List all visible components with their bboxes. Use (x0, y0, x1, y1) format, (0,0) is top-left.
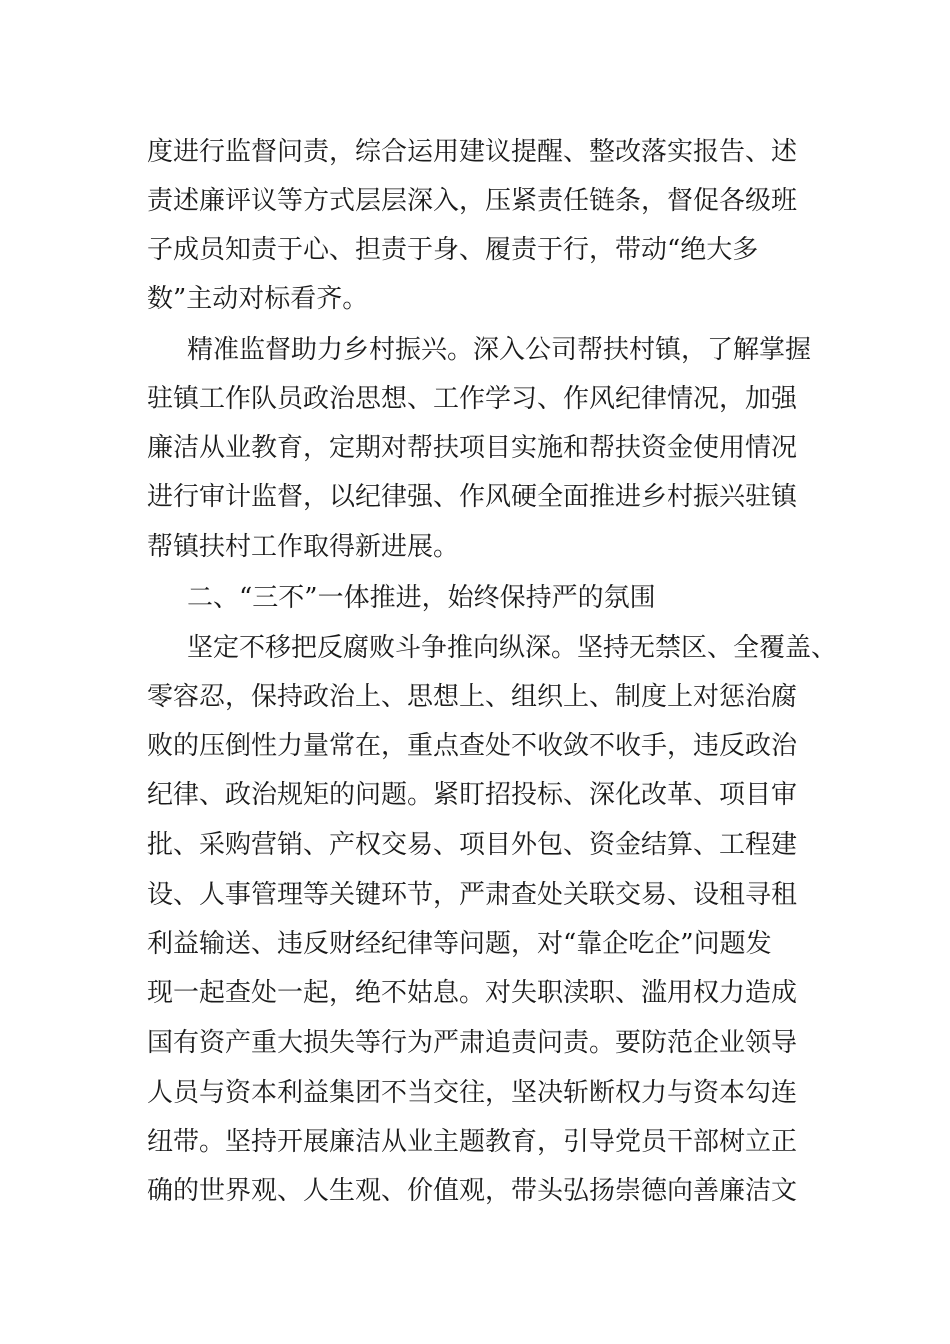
text-line: 纽带。坚持开展廉洁从业主题教育，引导党员干部树立正 (147, 1127, 798, 1157)
text-line: 批、采购营销、产权交易、项目外包、资金结算、工程建 (147, 830, 798, 860)
text-line: 数”主动对标看齐。 (147, 284, 369, 314)
text-line: 纪律、政治规矩的问题。紧盯招投标、深化改革、项目审 (147, 780, 798, 810)
text-line: 度进行监督问责，综合运用建议提醒、整改落实报告、述 (147, 137, 798, 167)
text-line: 进行审计监督，以纪律强、作风硬全面推进乡村振兴驻镇 (147, 482, 798, 512)
paragraph-first-line: 精准监督助力乡村振兴。深入公司帮扶村镇，了解掌握 (187, 335, 812, 365)
section-heading: 二、“三不”一体推进，始终保持严的氛围 (187, 583, 656, 613)
text-line: 责述廉评议等方式层层深入，压紧责任链条，督促各级班 (147, 186, 798, 216)
text-line: 廉洁从业教育，定期对帮扶项目实施和帮扶资金使用情况 (147, 433, 798, 463)
text-line: 帮镇扶村工作取得新进展。 (147, 532, 460, 562)
text-line: 确的世界观、人生观、价值观，带头弘扬崇德向善廉洁文 (147, 1176, 798, 1206)
text-line: 败的压倒性力量常在，重点查处不收敛不收手，违反政治 (147, 731, 798, 761)
paragraph-first-line: 坚定不移把反腐败斗争推向纵深。坚持无禁区、全覆盖、 (187, 633, 838, 663)
text-line: 驻镇工作队员政治思想、工作学习、作风纪律情况，加强 (147, 384, 798, 414)
text-line: 现一起查处一起，绝不姑息。对失职渎职、滥用权力造成 (147, 978, 798, 1008)
text-line: 子成员知责于心、担责于身、履责于行，带动“绝大多 (147, 235, 759, 265)
text-line: 人员与资本利益集团不当交往，坚决斩断权力与资本勾连 (147, 1078, 798, 1108)
text-line: 国有资产重大损失等行为严肃追责问责。要防范企业领导 (147, 1028, 798, 1058)
text-line: 设、人事管理等关键环节，严肃查处关联交易、设租寻租 (147, 880, 798, 910)
text-line: 利益输送、违反财经纪律等问题，对“靠企吃企”问题发 (147, 929, 772, 959)
text-line: 零容忍，保持政治上、思想上、组织上、制度上对惩治腐 (147, 682, 798, 712)
